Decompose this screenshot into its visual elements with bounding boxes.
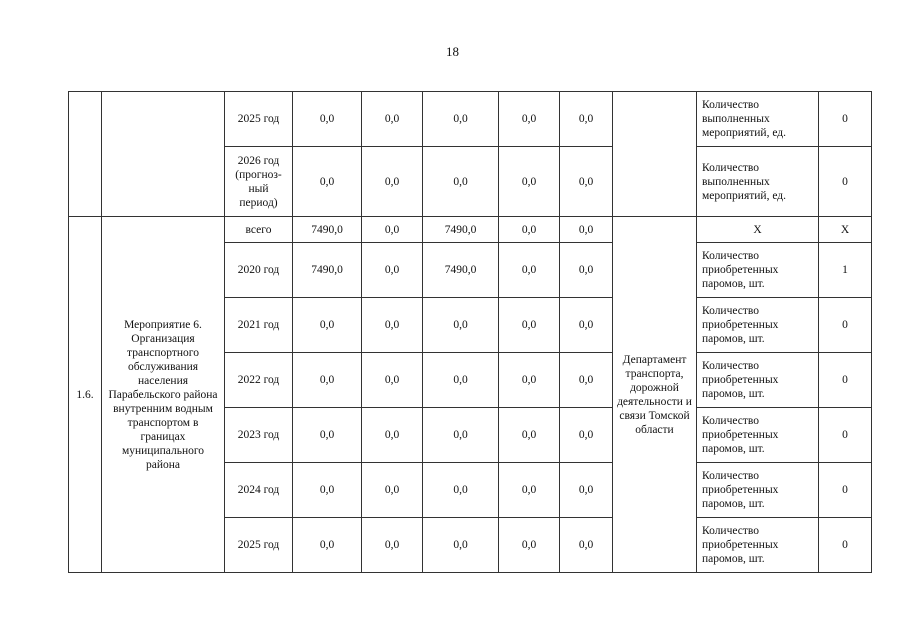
value-federal-cell: 0,0 <box>362 408 423 463</box>
value-local-cell: 0,0 <box>499 243 560 298</box>
continued-executor-cell <box>613 92 697 217</box>
value-total-cell: 0,0 <box>293 298 362 353</box>
value-other-cell: 0,0 <box>560 353 613 408</box>
measure-executor-cell: Департамент транспорта, дорожной деятельности и связи Томской области <box>613 217 697 573</box>
value-other-cell: 0,0 <box>560 408 613 463</box>
value-regional-cell: 0,0 <box>423 518 499 573</box>
indicator-value-cell: 1 <box>819 243 872 298</box>
value-total-cell: 0,0 <box>293 408 362 463</box>
value-other-cell: 0,0 <box>560 147 613 217</box>
period-cell: 2024 год <box>225 463 293 518</box>
value-total-cell: 0,0 <box>293 463 362 518</box>
indicator-name-cell: Количество приобретенных паромов, шт. <box>697 353 819 408</box>
indicator-value-cell: 0 <box>819 298 872 353</box>
value-total-cell: 0,0 <box>293 518 362 573</box>
indicator-name-cell: Количество выполненных мероприятий, ед. <box>697 147 819 217</box>
value-federal-cell: 0,0 <box>362 298 423 353</box>
measure-number-cell: 1.6. <box>69 217 102 573</box>
value-regional-cell: 0,0 <box>423 147 499 217</box>
indicator-name-cell: Количество приобретенных паромов, шт. <box>697 408 819 463</box>
indicator-value-cell: 0 <box>819 408 872 463</box>
continued-number-cell <box>69 92 102 217</box>
continued-name-cell <box>102 92 225 217</box>
value-regional-cell: 7490,0 <box>423 243 499 298</box>
value-federal-cell: 0,0 <box>362 243 423 298</box>
value-other-cell: 0,0 <box>560 298 613 353</box>
value-total-cell: 7490,0 <box>293 217 362 243</box>
table-row <box>69 217 872 243</box>
value-regional-cell: 0,0 <box>423 298 499 353</box>
value-total-cell: 0,0 <box>293 92 362 147</box>
value-total-cell: 7490,0 <box>293 243 362 298</box>
indicator-name-cell: Количество приобретенных паромов, шт. <box>697 298 819 353</box>
period-cell: 2022 год <box>225 353 293 408</box>
value-federal-cell: 0,0 <box>362 463 423 518</box>
measure-name-cell: Мероприятие 6. Организация транспортного обслуживания населения Парабельского района внутренним водным транспортом в границах муниципального района <box>102 217 225 573</box>
value-local-cell: 0,0 <box>499 92 560 147</box>
value-other-cell: 0,0 <box>560 463 613 518</box>
value-regional-cell: 7490,0 <box>423 217 499 243</box>
value-other-cell: 0,0 <box>560 243 613 298</box>
period-cell: 2026 год (прогноз-ный период) <box>225 147 293 217</box>
page-number: 18 <box>446 44 459 59</box>
value-other-cell: 0,0 <box>560 217 613 243</box>
value-local-cell: 0,0 <box>499 147 560 217</box>
value-federal-cell: 0,0 <box>362 147 423 217</box>
value-regional-cell: 0,0 <box>423 463 499 518</box>
indicator-value-cell: 0 <box>819 463 872 518</box>
value-local-cell: 0,0 <box>499 518 560 573</box>
period-cell: 2021 год <box>225 298 293 353</box>
indicator-name-cell: Количество приобретенных паромов, шт. <box>697 463 819 518</box>
value-total-cell: 0,0 <box>293 353 362 408</box>
indicator-value-cell: 0 <box>819 353 872 408</box>
indicator-value-cell: 0 <box>819 518 872 573</box>
period-cell: 2025 год <box>225 92 293 147</box>
indicator-value-cell: 0 <box>819 147 872 217</box>
period-cell: всего <box>225 217 293 243</box>
indicator-name-cell: Количество приобретенных паромов, шт. <box>697 243 819 298</box>
value-regional-cell: 0,0 <box>423 353 499 408</box>
value-federal-cell: 0,0 <box>362 92 423 147</box>
value-local-cell: 0,0 <box>499 353 560 408</box>
period-cell: 2023 год <box>225 408 293 463</box>
value-local-cell: 0,0 <box>499 298 560 353</box>
value-local-cell: 0,0 <box>499 463 560 518</box>
value-federal-cell: 0,0 <box>362 518 423 573</box>
value-total-cell: 0,0 <box>293 147 362 217</box>
value-local-cell: 0,0 <box>499 217 560 243</box>
program-measures-table <box>68 91 872 573</box>
indicator-value-cell: 0 <box>819 92 872 147</box>
indicator-name-cell: Количество приобретенных паромов, шт. <box>697 518 819 573</box>
indicator-value-cell: Х <box>819 217 872 243</box>
indicator-name-cell: Х <box>697 217 819 243</box>
indicator-name-cell: Количество выполненных мероприятий, ед. <box>697 92 819 147</box>
value-local-cell: 0,0 <box>499 408 560 463</box>
value-federal-cell: 0,0 <box>362 217 423 243</box>
value-regional-cell: 0,0 <box>423 92 499 147</box>
value-regional-cell: 0,0 <box>423 408 499 463</box>
value-other-cell: 0,0 <box>560 92 613 147</box>
table-row <box>69 92 872 147</box>
value-other-cell: 0,0 <box>560 518 613 573</box>
period-cell: 2025 год <box>225 518 293 573</box>
value-federal-cell: 0,0 <box>362 353 423 408</box>
period-cell: 2020 год <box>225 243 293 298</box>
